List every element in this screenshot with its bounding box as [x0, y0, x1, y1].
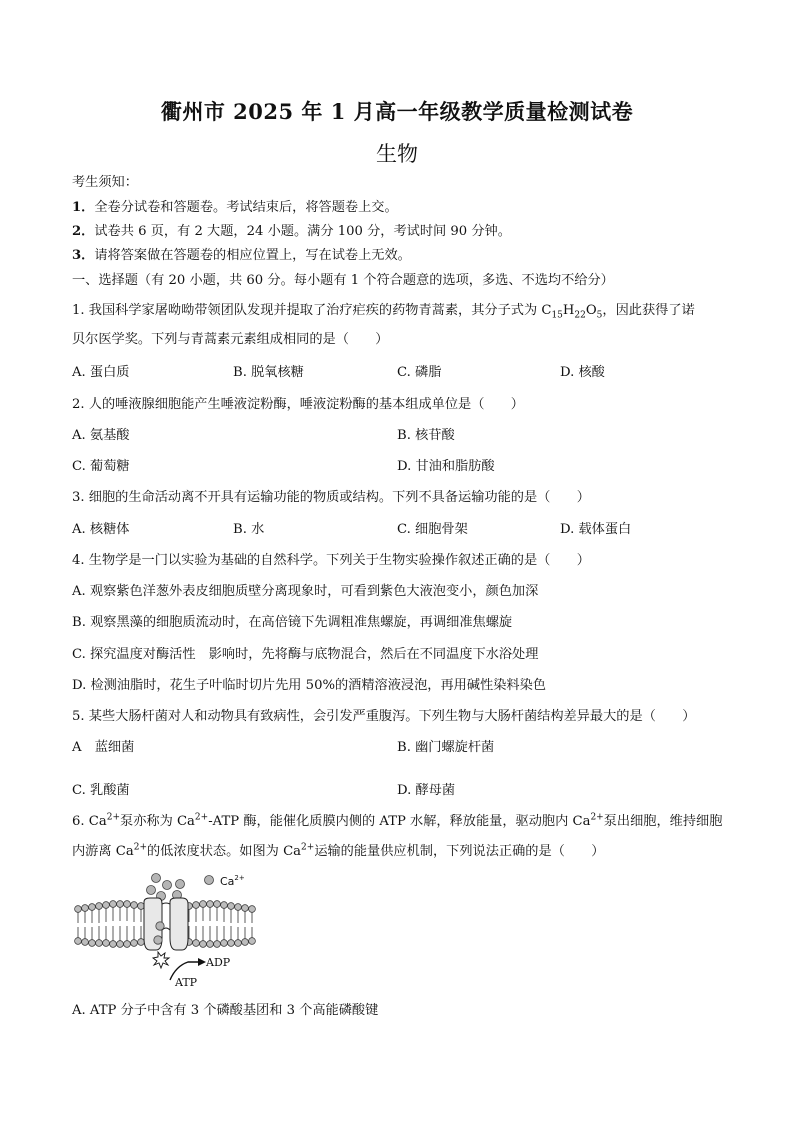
calcium-ion-icon: [156, 922, 164, 930]
option-d: D. 检测油脂时，花生子叶临时切片先用 50%的酒精溶液浸泡，再用碱性染料染色: [72, 678, 546, 693]
calcium-pump-protein: [144, 898, 188, 950]
question-4-stem: 4. 生物学是一门以实验为基础的自然科学。下列关于生物实验操作叙述正确的是（ ）: [72, 553, 590, 568]
option-c: C. 细胞骨架: [397, 522, 468, 537]
question-2-stem: 2. 人的唾液腺细胞能产生唾液淀粉酶，唾液淀粉酶的基本组成单位是（ ）: [72, 397, 524, 412]
option-c: C. 葡萄糖: [72, 459, 130, 474]
section-heading: 一、选择题（有 20 小题，共 60 分。每小题有 1 个符合题意的选项，多选、不选均不给分）: [72, 273, 614, 288]
option-d: D. 核酸: [560, 365, 605, 380]
option-b: B. 核苷酸: [397, 428, 455, 443]
notice-item: 1．全卷分试卷和答题卷。考试结束后，将答题卷上交。: [72, 200, 398, 215]
calcium-label: $Ca^{2+}$: [220, 874, 245, 888]
option-a: A. 观察紫色洋葱外表皮细胞质壁分离现象时，可看到紫色大液泡变小，颜色加深: [72, 584, 539, 599]
adp-label: ADP: [206, 956, 231, 969]
question-1-stem: 1. 我国科学家屠呦呦带领团队发现并提取了治疗疟疾的药物青蒿素，其分子式为 $C_{15}H_{22}O_5$，因此获得了诺: [72, 303, 695, 321]
option-c: C. 乳酸菌: [72, 783, 130, 798]
calcium-ion-icon: [152, 874, 161, 883]
option-a: A 蓝细菌: [72, 740, 135, 755]
option-d: D. 载体蛋白: [560, 522, 632, 537]
calcium-ion-icon: [176, 880, 185, 889]
option-a: A. 氨基酸: [72, 428, 130, 443]
option-a: A. ATP 分子中含有 3 个磷酸基团和 3 个高能磷酸键: [72, 1003, 379, 1018]
option-b: B. 脱氧核糖: [233, 365, 304, 380]
question-6-stem: 6. $Ca^{2+}$泵亦称为 $Ca^{2+}$-ATP 酶，能催化质膜内侧的 ATP 水解，释放能量，驱动胞内 $Ca^{2+}$泵出细胞，维持细胞: [72, 812, 723, 829]
energy-burst-icon: [153, 952, 169, 968]
option-a: A. 核糖体: [72, 522, 130, 537]
notice-item: 3．请将答案做在答题卷的相应位置上，写在试卷上无效。: [72, 248, 411, 263]
option-c: C. 磷脂: [397, 365, 442, 380]
question-5-stem: 5. 某些大肠杆菌对人和动物具有致病性，会引发严重腹泻。下列生物与大肠杆菌结构差异最大的是（ ）: [72, 709, 696, 724]
option-c: C. 探究温度对酶活性 影响时，先将酶与底物混合，然后在不同温度下水浴处理: [72, 647, 539, 662]
calcium-ion-icon: [154, 936, 162, 944]
question-6-stem-cont: 内游离 $Ca^{2+}$的低浓度状态。如图为 $Ca^{2+}$运输的能量供应机制，下列说法正确的是（ ）: [72, 842, 605, 859]
exam-title: 衢州市 2025 年 1 月高一年级教学质量检测试卷: [160, 99, 634, 124]
notice-heading: 考生须知：: [72, 175, 138, 190]
calcium-ion-icon: [205, 876, 214, 885]
calcium-ion-icon: [147, 886, 156, 895]
option-d: D. 酵母菌: [397, 783, 456, 798]
phospholipid-heads-bottom: [75, 938, 256, 948]
notice-item: 2．试卷共 6 页，有 2 大题，24 小题。满分 100 分，考试时间 90 分钟。: [72, 224, 511, 239]
option-b: B. 水: [233, 522, 265, 537]
option-a: A. 蛋白质: [72, 365, 130, 380]
calcium-pump-diagram: [72, 868, 272, 990]
question-1-stem-cont: 贝尔医学奖。下列与青蒿素元素组成相同的是（ ）: [72, 332, 389, 347]
calcium-ion-icon: [163, 881, 172, 890]
option-b: B. 幽门螺旋杆菌: [397, 740, 495, 755]
atp-label: ATP: [175, 976, 198, 989]
option-b: B. 观察黑藻的细胞质流动时，在高倍镜下先调粗准焦螺旋，再调细准焦螺旋: [72, 615, 513, 630]
exam-subject: 生物: [376, 142, 418, 166]
arrowhead-icon: [198, 958, 206, 966]
question-3-stem: 3. 细胞的生命活动离不开具有运输功能的物质或结构。下列不具备运输功能的是（ ）: [72, 490, 590, 505]
option-d: D. 甘油和脂肪酸: [397, 459, 495, 474]
